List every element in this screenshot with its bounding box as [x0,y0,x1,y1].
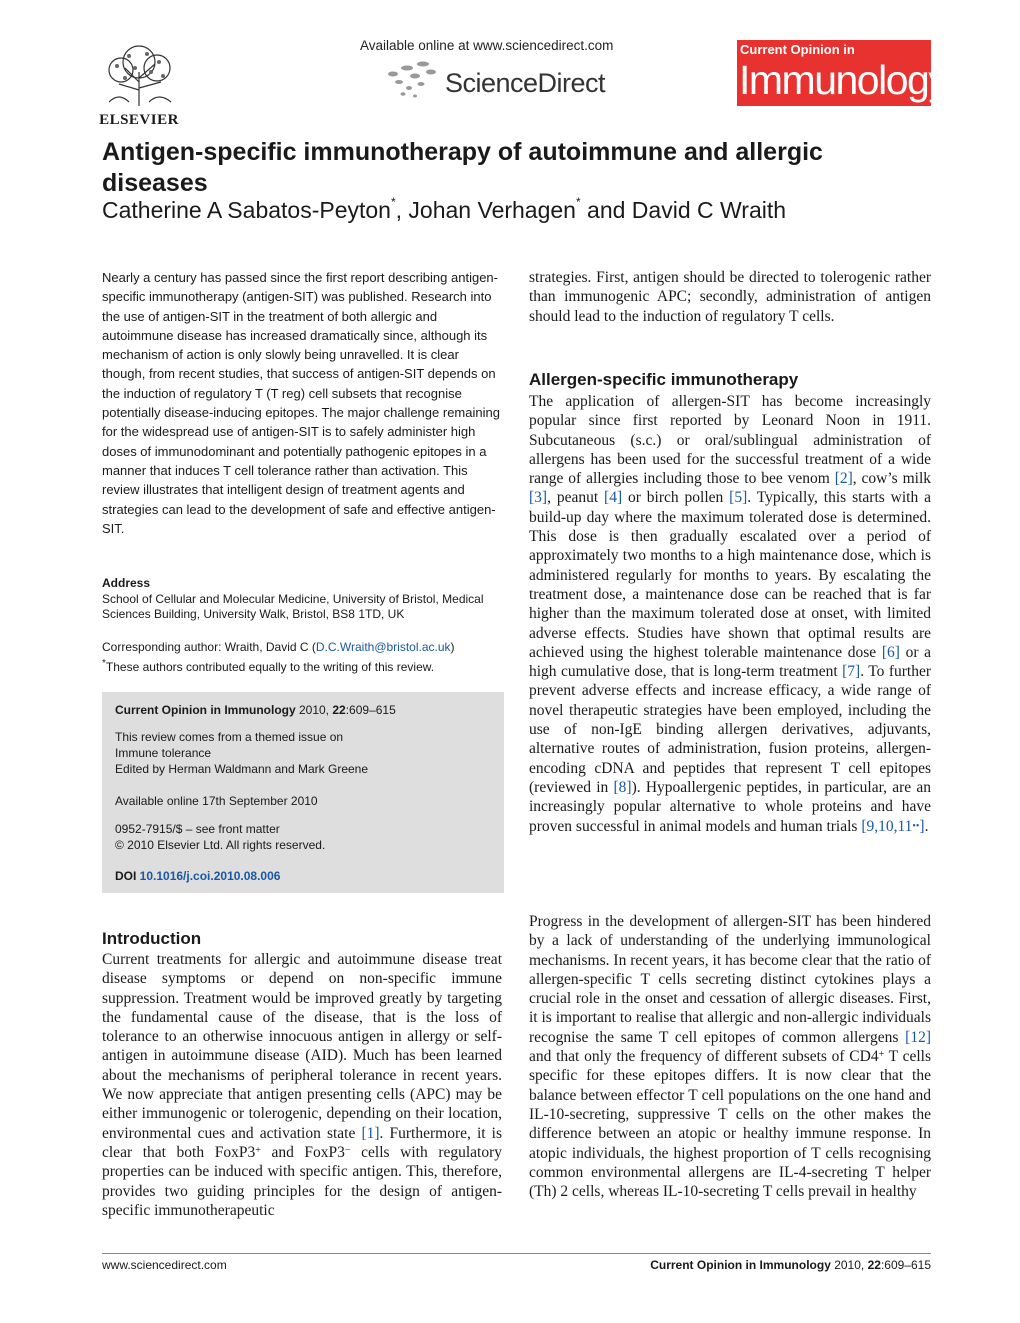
allergen-text-1: The application of allergen-SIT has become increasingly popular since first reported by Leonard Noon in 1911. Subcutaneous (s.c.) or oral/sublingual administration of allergens has been used for the successful treatment of a wide range of allergies including those to bee venom [529,393,931,488]
footer-volume: 22 [867,1258,881,1272]
footer-citation [650,1258,931,1272]
corresponding-line [102,640,504,656]
corresponding-prefix: Corresponding author: Wraith, David C ( [102,640,316,654]
themed-issue-line: This review comes from a themed issue on [115,730,344,744]
author-list [102,197,786,224]
issn-line: 0952-7915/$ – see front matter [115,822,280,836]
ref-link-9-11[interactable]: [9,10,11 [861,817,913,835]
allergen-text-9: . [924,817,929,835]
sciencedirect-logo [385,60,635,100]
footer-year: 2010, [830,1258,868,1272]
corresponding-suffix: ) [450,640,455,654]
right-paragraph-3 [529,912,931,1201]
sup-plus: + [255,1144,261,1156]
intro-text-3: and FoxP3 [260,1143,345,1161]
footer-divider [102,1253,931,1254]
equal-contribution-mark: * [102,657,106,669]
author-2: , Johan Verhagen [395,197,576,223]
ref-link-8[interactable]: [8] [613,778,632,796]
sciencedirect-wordmark: ScienceDirect [445,68,606,98]
author-3: and David C Wraith [580,197,787,223]
available-online-date: Available online 17th September 2010 [115,794,318,808]
footer-journal: Current Opinion in Immunology [650,1258,831,1272]
doi-line [115,868,495,884]
ref-link-4[interactable]: [4] [604,489,623,507]
themed-issue-topic: Immune tolerance [115,746,212,760]
allergen-text-7: . To further prevent adverse effects and increase efficacy, a wide range of novel therapeutic strategies have been employed, including the use of non-IgE binding allergen derivatives, adjuvants, alternative routes of administration, fusion proteins, allergen-encoding cDNA and peptides that represent T cell epitopes (reviewed in [529,663,931,796]
doi-link[interactable]: 10.1016/j.coi.2010.08.006 [139,869,281,883]
address-block [102,576,504,623]
sciencedirect-dots-icon [385,60,445,100]
copyright-line: © 2010 Elsevier Ltd. All rights reserved. [115,838,326,852]
ref-link-6[interactable]: [6] [881,643,900,661]
citation-volume: 22 [332,703,346,717]
elsevier-tree-icon [99,42,179,108]
footer-pages: :609–615 [880,1258,931,1272]
allergen-text-8: ). Hypoallergenic peptides, in particular, are an increasingly popular alternative to whole proteins and have proven successful in animal models and human trials [529,778,931,835]
elsevier-logo [97,42,181,128]
allergen-paragraph [529,392,931,836]
footer-website[interactable]: www.sciencedirect.com [102,1258,227,1272]
address-text: School of Cellular and Molecular Medicine, University of Bristol, Medical Sciences Building, University Walk, Bristol, BS8 1TD, UK [102,591,484,621]
intro-text-2: . Furthermore, it is clear that both FoxP3 [102,1124,502,1161]
intro-text-4: cells with regulatory properties can be induced with specific antigen. This, therefore, provides two guiding principles for the design of antigen-specific immunotherapeutic [102,1143,503,1219]
journal-badge-main: Immunology [739,57,948,103]
journal-badge [737,40,948,106]
equal-contribution-note [102,656,504,676]
intro-text-1: Current treatments for allergic and autoimmune disease treat disease symptoms or depend on non-specific immune suppression. Treatment would be improved greatly by targeting the fundamental cause of the disease, that is the loss of tolerance to an otherwise innocuous antigen in allergy or self-antigen in autoimmune disease (AID). Much has been learned about the mechanisms of peripheral tolerance in recent years. We now appreciate that antigen presenting cells (APC) may be either immunogenic or tolerogenic, depending on their location, environmental cues and activation state [102,951,502,1142]
ref-link-3[interactable]: [3] [529,489,548,507]
allergen-text-3: , peanut [547,489,605,507]
address-heading: Address [102,576,151,590]
intro-heading: Introduction [102,929,202,948]
citation-year: 2010, [295,703,333,717]
equal-contribution-mark: * [575,195,581,209]
corresponding-author [102,640,504,675]
sup-plus: + [878,1049,885,1061]
publisher-name: ELSEVIER [99,112,179,128]
citation-pages: :609–615 [345,703,396,717]
ref-link-7[interactable]: [7] [842,663,861,681]
corresponding-email-link[interactable]: D.C.Wraith@bristol.ac.uk [315,640,451,654]
article-info-box [102,692,504,893]
journal-badge-top: Current Opinion in [740,42,855,57]
allergen-text-2: , cow’s milk [852,470,931,488]
equal-contribution-mark: * [390,195,396,209]
right-paragraph-1: strategies. First, antigen should be directed to tolerogenic rather than immunogenic APC; secondly, administration of antigen should lead to the induction of regulatory T cells. [529,269,931,325]
intro-paragraph [102,950,502,1220]
progress-text-1: Progress in the development of allergen-SIT has been hindered by a lack of understanding of the underlying immunological mechanisms. In recent years, it has become clear that the ratio of allergen-specific T cells secreting distinct cytokines plays a crucial role in the onset and cessation of allergic diseases. First, it is important to realise that allergic and non-allergic individuals recognise the same T cell epitopes of common allergens [529,913,931,1046]
allergen-text-6: or a high cumulative dose, that is long-term treatment [529,643,932,681]
special-interest-mark: •• [912,820,920,832]
available-online-text: Available online at www.sciencedirect.com [360,38,614,53]
allergen-text-5: . Typically, this starts with a build-up day where the maximum tolerated dose is determined. This dose is then gradually escalated over a period of approximately two months to a high maintenance dose, which is administered regularly for months to years. By escalating the treatment dose, a maintenance dose can be reached that is far higher than the maximum tolerated dose at onset, with limited adverse effects. Studies have shown that optimal results are achieved using the highest tolerable maintenance dose [529,489,931,661]
allergen-heading: Allergen-specific immunotherapy [529,370,799,389]
ref-link-1[interactable]: [1] [361,1124,380,1142]
citation-journal: Current Opinion in Immunology [115,703,296,717]
progress-text-2: and that only the frequency of different subsets of CD4 [529,1048,879,1066]
article-title: Antigen-specific immunotherapy of autoimmune and allergic diseases [102,138,823,197]
ref-link-9-11-end[interactable]: ] [919,817,925,835]
author-1: Catherine A Sabatos-Peyton [102,197,391,223]
ref-link-12[interactable]: [12] [905,1028,931,1046]
equal-note-text: These authors contributed equally to the writing of this review. [105,659,435,674]
ref-link-2[interactable]: [2] [834,470,853,488]
editors-line: Edited by Herman Waldmann and Mark Greene [115,762,369,776]
ref-link-5[interactable]: [5] [729,489,748,507]
citation-line [115,702,495,718]
doi-label: DOI [115,869,140,883]
allergen-text-4: or birch pollen [622,489,730,507]
progress-text-3: T cells specific for these epitopes differs. It is now clear that the balance between effector T cell populations on the one hand and IL-10-secreting, suppressive T cells on the other makes the difference between an atopic or healthy immune response. In atopic individuals, the highest proportion of T cells recognising common environmental allergens are IL-4-secreting T helper (Th) 2 cells, whereas IL-10-secreting T cells prevail in healthy [529,1048,932,1201]
abstract: Nearly a century has passed since the first report describing antigen-specific immunotherapy (antigen-SIT) was published. Research into the use of antigen-SIT in the treatment of both allergic and autoimmune disease has increased dramatically since, although its mechanism of action is only slowly being unravelled. It is clear though, from recent studies, that success of antigen-SIT depends on the induction of regulatory T (T reg) cell subsets that recognise potentially disease-inducing epitopes. The major challenge remaining for the widespread use of antigen-SIT is to safely administer high doses of immunodominant and potentially pathogenic epitopes in a manner that induces T cell tolerance rather than activation. This review illustrates that intelligent design of treatment agents and strategies can lead to the development of safe and effective antigen-SIT. [102,270,500,536]
sup-minus: − [344,1144,351,1156]
